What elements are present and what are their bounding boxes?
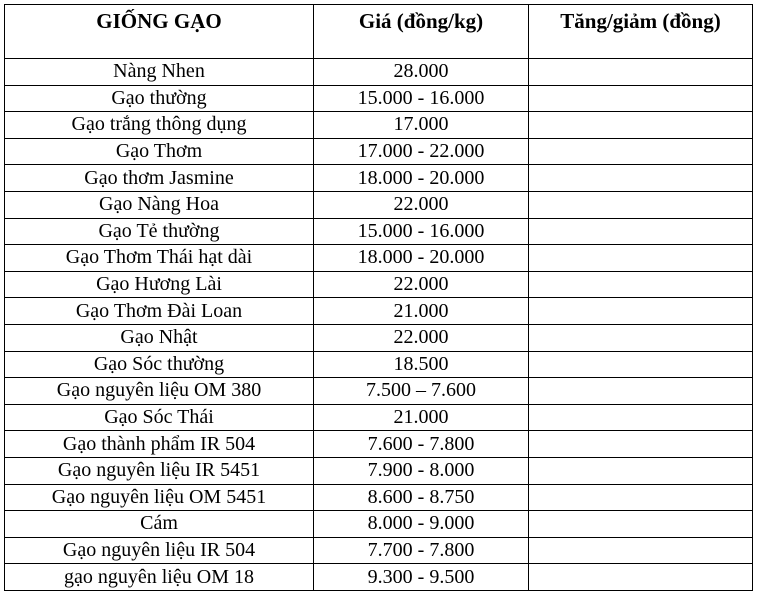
price-cell: 17.000: [314, 112, 529, 139]
price-cell: 8.000 - 9.000: [314, 511, 529, 538]
change-cell: [529, 404, 753, 431]
change-cell: [529, 378, 753, 405]
table-row: [5, 404, 753, 431]
change-cell: [529, 511, 753, 538]
table-row: [5, 112, 753, 139]
variety-cell: Gạo nguyên liệu OM 380: [5, 378, 314, 405]
price-cell: 18.000 - 20.000: [314, 165, 529, 192]
change-cell: [529, 59, 753, 86]
change-cell: [529, 564, 753, 591]
table-row: [5, 537, 753, 564]
variety-cell: Gạo Thơm Thái hạt dài: [5, 245, 314, 272]
rice-price-table: [4, 4, 753, 591]
change-cell: [529, 324, 753, 351]
table-row: [5, 271, 753, 298]
variety-cell: Gạo Nàng Hoa: [5, 191, 314, 218]
table-row: [5, 351, 753, 378]
variety-cell: Gạo Tẻ thường: [5, 218, 314, 245]
table-row: [5, 511, 753, 538]
price-cell: 15.000 - 16.000: [314, 218, 529, 245]
price-cell: 21.000: [314, 298, 529, 325]
table-row: [5, 378, 753, 405]
variety-cell: Gạo Sóc Thái: [5, 404, 314, 431]
table-row: [5, 457, 753, 484]
header-price: Giá (đồng/kg): [314, 5, 529, 59]
table-row: [5, 165, 753, 192]
table-row: [5, 191, 753, 218]
change-cell: [529, 112, 753, 139]
price-cell: 21.000: [314, 404, 529, 431]
price-cell: 17.000 - 22.000: [314, 138, 529, 165]
variety-cell: gạo nguyên liệu OM 18: [5, 564, 314, 591]
change-cell: [529, 85, 753, 112]
header-change: Tăng/giảm (đồng): [529, 5, 753, 59]
variety-cell: Gạo nguyên liệu IR 504: [5, 537, 314, 564]
table-row: [5, 431, 753, 458]
variety-cell: Gạo Thơm Đài Loan: [5, 298, 314, 325]
change-cell: [529, 351, 753, 378]
change-cell: [529, 191, 753, 218]
price-cell: 7.900 - 8.000: [314, 457, 529, 484]
price-cell: 9.300 - 9.500: [314, 564, 529, 591]
variety-cell: Cám: [5, 511, 314, 538]
price-cell: 7.600 - 7.800: [314, 431, 529, 458]
table-header: [5, 5, 753, 59]
table-row: [5, 218, 753, 245]
table-row: [5, 245, 753, 272]
table-body: [5, 59, 753, 591]
change-cell: [529, 165, 753, 192]
change-cell: [529, 245, 753, 272]
table-row: [5, 59, 753, 86]
change-cell: [529, 537, 753, 564]
change-cell: [529, 138, 753, 165]
price-cell: 22.000: [314, 191, 529, 218]
variety-cell: Gạo thường: [5, 85, 314, 112]
header-variety: GIỐNG GẠO: [5, 5, 314, 59]
price-cell: 18.500: [314, 351, 529, 378]
change-cell: [529, 457, 753, 484]
price-cell: 15.000 - 16.000: [314, 85, 529, 112]
variety-cell: Nàng Nhen: [5, 59, 314, 86]
change-cell: [529, 484, 753, 511]
table-row: [5, 324, 753, 351]
variety-cell: Gạo Hương Lài: [5, 271, 314, 298]
change-cell: [529, 218, 753, 245]
price-cell: 22.000: [314, 324, 529, 351]
variety-cell: Gạo trắng thông dụng: [5, 112, 314, 139]
variety-cell: Gạo nguyên liệu IR 5451: [5, 457, 314, 484]
table-row: [5, 298, 753, 325]
price-cell: 22.000: [314, 271, 529, 298]
table-row: [5, 484, 753, 511]
change-cell: [529, 298, 753, 325]
variety-cell: Gạo Nhật: [5, 324, 314, 351]
variety-cell: Gạo thành phẩm IR 504: [5, 431, 314, 458]
table-row: [5, 138, 753, 165]
header-row: [5, 5, 753, 59]
variety-cell: Gạo thơm Jasmine: [5, 165, 314, 192]
variety-cell: Gạo Sóc thường: [5, 351, 314, 378]
change-cell: [529, 431, 753, 458]
change-cell: [529, 271, 753, 298]
price-cell: 7.500 – 7.600: [314, 378, 529, 405]
table-row: [5, 564, 753, 591]
variety-cell: Gạo Thơm: [5, 138, 314, 165]
table-row: [5, 85, 753, 112]
price-cell: 18.000 - 20.000: [314, 245, 529, 272]
price-cell: 7.700 - 7.800: [314, 537, 529, 564]
price-cell: 28.000: [314, 59, 529, 86]
price-cell: 8.600 - 8.750: [314, 484, 529, 511]
variety-cell: Gạo nguyên liệu OM 5451: [5, 484, 314, 511]
